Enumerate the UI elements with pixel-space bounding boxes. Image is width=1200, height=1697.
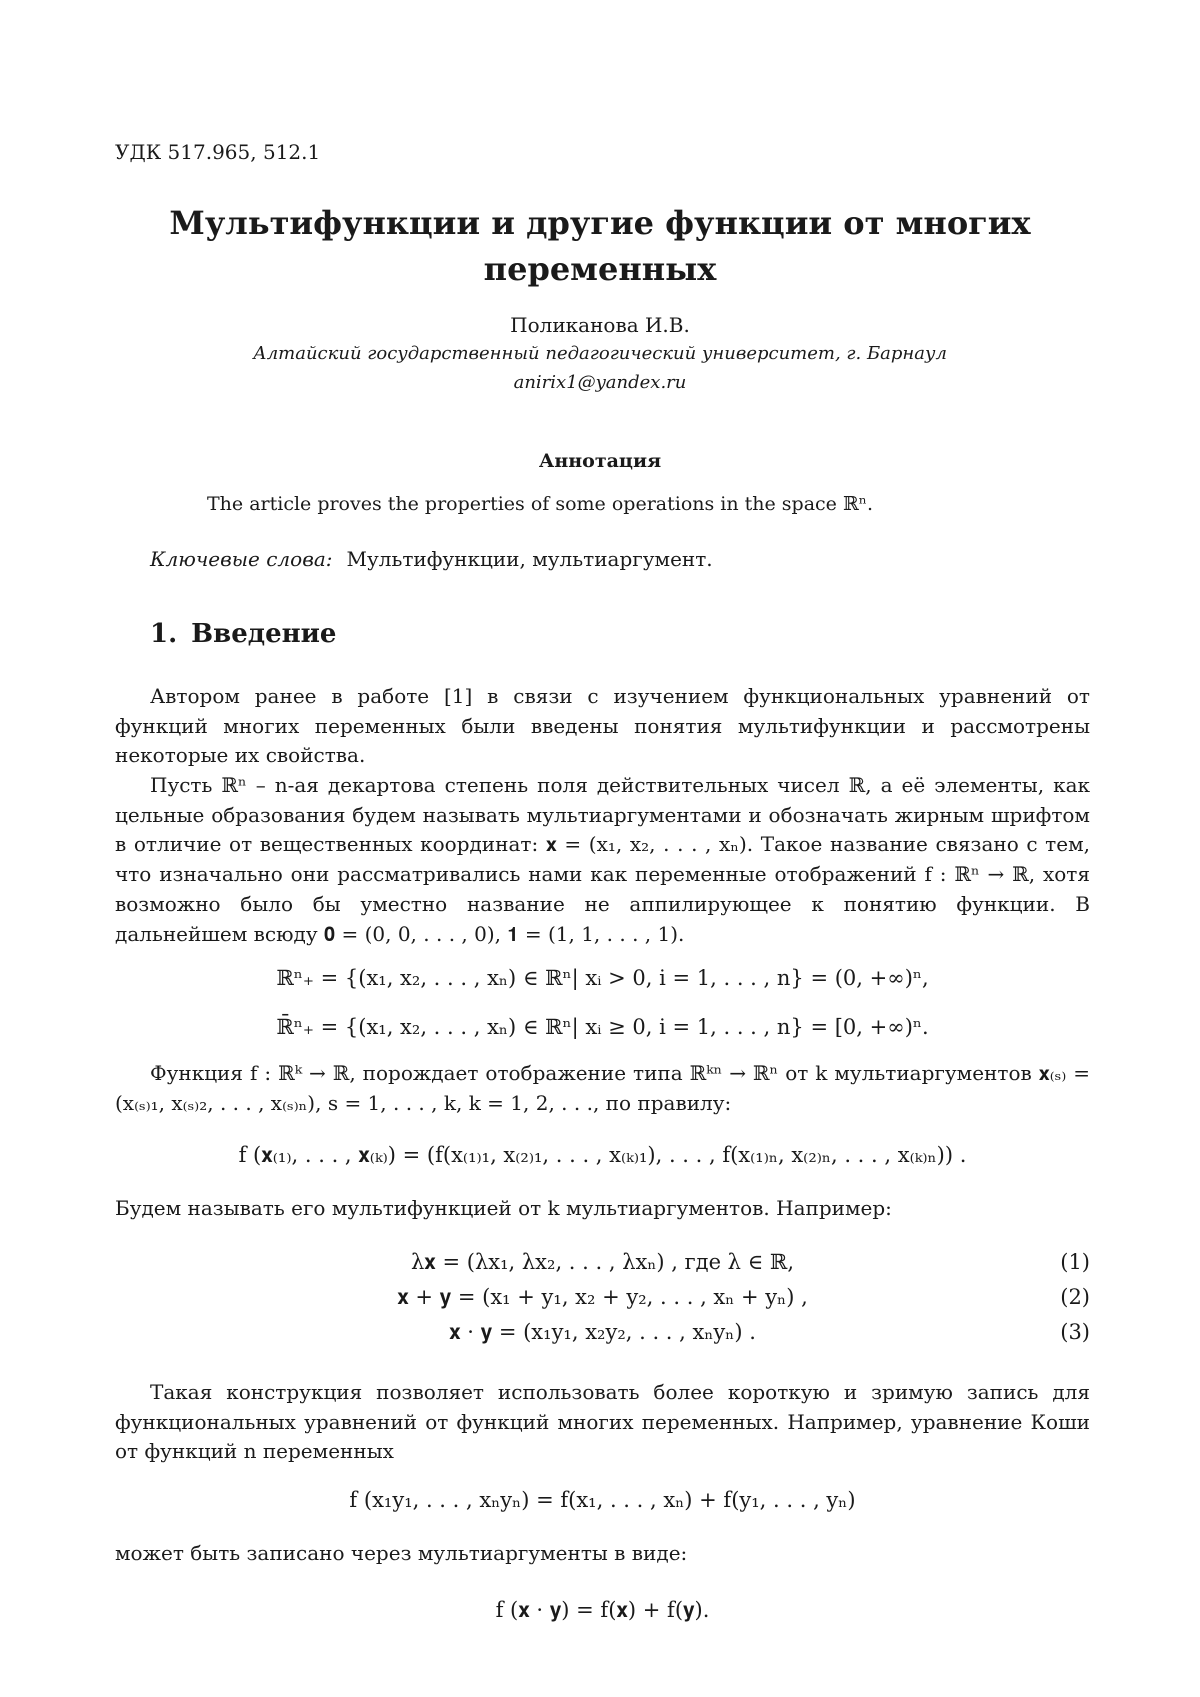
- keywords: [150, 547, 713, 571]
- formula-cauchy-multiarg: f (𝐱 · 𝐲) = f(𝐱) + f(𝐲).: [115, 1598, 1090, 1623]
- equation-expression: 𝐱 · 𝐲 = (x₁y₁, x₂y₂, . . . , xₙyₙ) .: [115, 1320, 1090, 1345]
- paragraph-text: Пусть ℝⁿ – n-ая декартова степень поля действительных чисел ℝ, а её элементы, как цельные образования будем называть мультиаргументами и обозначать жирным шрифтом в отличие от вещественных координат: 𝐱 = (x₁, x₂, . . . , xₙ). Такое название связано с тем, что изначально они рассматривались нами как переменные отображений f : ℝⁿ → ℝ, хотя возможно было бы уместно название не аппилирующее к понятию функции. В дальнейшем всюду 𝟎 = (0, 0, . . . , 0), 𝟏 = (1, 1, . . . , 1).: [115, 773, 1090, 946]
- section-heading: [150, 619, 336, 649]
- abstract-text: The article proves the properties of some operations in the space ℝⁿ.: [207, 493, 873, 515]
- paragraph-rewrite: может быть записано через мультиаргументы в виде:: [115, 1541, 687, 1565]
- author-email: anirix1@yandex.ru: [150, 372, 1050, 393]
- formula-multifunction-rule: f (𝐱₍₁₎, . . . , 𝐱₍ₖ₎) = (f(x₍₁₎₁, x₍₂₎₁, . . . , x₍ₖ₎₁), . . . , f(x₍₁₎ₙ, x₍₂₎ₙ, . . . , x₍ₖ₎ₙ)) .: [115, 1143, 1090, 1168]
- author-affiliation: Алтайский государственный педагогический университет, г. Барнаул: [150, 343, 1050, 364]
- formula-positive-orthant: ℝⁿ₊ = {(x₁, x₂, . . . , xₙ) ∈ ℝⁿ| xᵢ > 0, i = 1, . . . , n} = (0, +∞)ⁿ,: [115, 966, 1090, 990]
- equation-expression: λ𝐱 = (λx₁, λx₂, . . . , λxₙ) , где λ ∈ ℝ,: [115, 1250, 1090, 1275]
- equation-number: (1): [1060, 1250, 1090, 1274]
- paper-page: [0, 0, 1200, 1697]
- paragraph-multifunction: [115, 1059, 1090, 1118]
- abstract-heading: Аннотация: [150, 450, 1050, 472]
- keywords-label: Ключевые слова:: [150, 547, 333, 571]
- formula-cauchy-equation: f (x₁y₁, . . . , xₙyₙ) = f(x₁, . . . , xₙ) + f(y₁, . . . , yₙ): [115, 1488, 1090, 1512]
- paragraph-intro: [115, 682, 1090, 771]
- paragraph-text: Такая конструкция позволяет использовать более короткую и зримую запись для функциональных уравнений от функций многих переменных. Например, уравнение Коши от функций n переменных: [115, 1380, 1090, 1463]
- section-number: 1.: [150, 619, 177, 649]
- paragraph-definitions: [115, 771, 1090, 949]
- section-title: Введение: [191, 619, 336, 649]
- keywords-text: Мультифункции, мультиаргумент.: [347, 547, 713, 571]
- formula-nonnegative-orthant: ℝ̄ⁿ₊ = {(x₁, x₂, . . . , xₙ) ∈ ℝⁿ| xᵢ ≥ 0, i = 1, . . . , n} = [0, +∞)ⁿ.: [115, 1015, 1090, 1039]
- paragraph-text: Функция f : ℝᵏ → ℝ, порождает отображение типа ℝᵏⁿ → ℝⁿ от k мультиаргументов 𝐱₍ₛ₎ = (x₍ₛ₎₁, x₍ₛ₎₂, . . . , x₍ₛ₎ₙ), s = 1, . . . , k, k = 1, 2, . . ., по правилу:: [115, 1061, 1090, 1115]
- paragraph-naming: Будем называть его мультифункцией от k мультиаргументов. Например:: [115, 1196, 892, 1220]
- paragraph-text: Автором ранее в работе [1] в связи с изучением функциональных уравнений от функций многих переменных были введены понятия мультифункции и рассмотрены некоторые их свойства.: [115, 684, 1090, 767]
- equation-expression: 𝐱 + 𝐲 = (x₁ + y₁, x₂ + y₂, . . . , xₙ + yₙ) ,: [115, 1285, 1090, 1310]
- paragraph-cauchy-intro: [115, 1378, 1090, 1467]
- equation-number: (3): [1060, 1320, 1090, 1344]
- udk-code: УДК 517.965, 512.1: [115, 140, 320, 164]
- author-name: Поликанова И.В.: [150, 313, 1050, 337]
- equation-number: (2): [1060, 1285, 1090, 1309]
- paper-title: Мультифункции и другие функции от многих переменных: [150, 200, 1050, 292]
